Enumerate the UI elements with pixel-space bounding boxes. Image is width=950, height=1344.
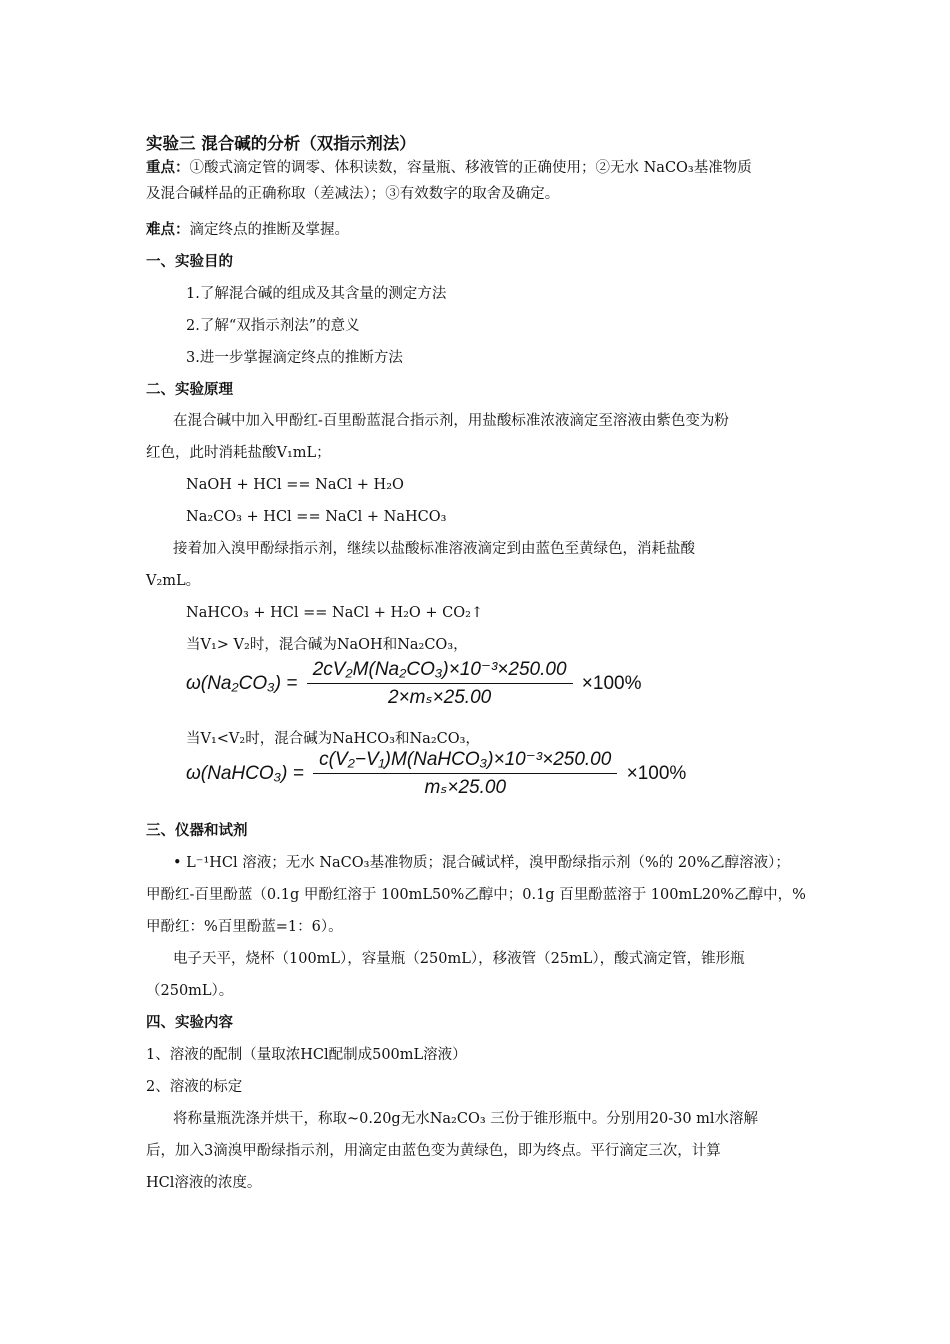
reagents-line-1: • L⁻¹HCl 溶液；无水 NaCO₃基准物质；混合碱试样，溴甲酚绿指示剂（%的 20%乙醇溶液）； xyxy=(173,855,790,871)
procedure-item-2: 2、溶液的标定 xyxy=(146,1079,243,1095)
formula-nahco3 xyxy=(186,748,686,799)
formula-1-tail: ×100% xyxy=(581,672,642,694)
objective-item-2: 2.了解“双指示剂法”的意义 xyxy=(186,318,360,334)
reaction-equation-2: Na₂CO₃ + HCl == NaCl + NaHCO₃ xyxy=(186,509,447,525)
principle-para-2-line-2: V₂mL。 xyxy=(146,573,201,589)
formula-2-numerator: c(V₂−V₁)M(NaHCO₃)×10⁻³×250.00 xyxy=(313,748,617,774)
difficulty-label: 难点： xyxy=(146,222,190,238)
principle-para-1-line-2: 红色，此时消耗盐酸V₁mL； xyxy=(146,445,331,461)
key-points-line-1 xyxy=(146,158,752,178)
principle-para-2-line-1: 接着加入溴甲酚绿指示剂，继续以盐酸标准溶液滴定到由蓝色至黄绿色，消耗盐酸 xyxy=(173,541,695,557)
key-points-text-1: ①酸式滴定管的调零、体积读数，容量瓶、移液管的正确使用；②无水 NaCO₃基准物质 xyxy=(189,160,752,176)
principle-para-1-line-1: 在混合碱中加入甲酚红-百里酚蓝混合指示剂，用盐酸标准浓液滴定至溶液由紫色变为粉 xyxy=(173,413,729,429)
key-points-label: 重点： xyxy=(146,160,190,176)
instruments-line-1: 电子天平，烧杯（100mL），容量瓶（250mL），移液管（25mL），酸式滴定管，锥形瓶 xyxy=(173,951,745,967)
section-4-heading: 四、实验内容 xyxy=(146,1015,233,1031)
objective-item-3: 3.进一步掌握滴定终点的推断方法 xyxy=(186,350,403,366)
procedure-item-1: 1、溶液的配制（量取浓HCl配制成500mL溶液） xyxy=(146,1047,467,1063)
procedure-para-line-2: 后，加入3滴溴甲酚绿指示剂，用滴定由蓝色变为黄绿色，即为终点。平行滴定三次，计算 xyxy=(146,1143,721,1159)
condition-2: 当V₁<V₂时，混合碱为NaHCO₃和Na₂CO₃， xyxy=(186,731,480,747)
section-2-heading: 二、实验原理 xyxy=(146,382,233,398)
reaction-equation-1: NaOH + HCl == NaCl + H₂O xyxy=(186,477,404,493)
difficulty-text: 滴定终点的推断及掌握。 xyxy=(189,222,349,238)
formula-2-fraction xyxy=(313,748,617,799)
formula-na2co3 xyxy=(186,658,642,709)
instruments-line-2: （250mL）。 xyxy=(146,983,234,999)
reagents-line-2: 甲酚红-百里酚蓝（0.1g 甲酚红溶于 100mL50%乙醇中；0.1g 百里酚蓝溶于 100mL20%乙醇中，% xyxy=(146,887,806,903)
procedure-para-line-1: 将称量瓶洗涤并烘干，称取~0.20g无水Na₂CO₃ 三份于锥形瓶中。分别用20-30 ml水溶解 xyxy=(173,1111,759,1127)
formula-2-denominator: mₛ×25.00 xyxy=(424,777,507,798)
section-3-heading: 三、仪器和试剂 xyxy=(146,823,248,839)
reagents-line-3: 甲酚红：%百里酚蓝=1：6）。 xyxy=(146,919,343,935)
formula-1-fraction xyxy=(307,658,573,709)
formula-2-lhs: ω(NaHCO₃) = xyxy=(186,762,304,784)
formula-1-numerator: 2cV₂M(Na₂CO₃)×10⁻³×250.00 xyxy=(307,658,573,684)
formula-1-lhs: ω(Na₂CO₃) = xyxy=(186,672,298,694)
key-points-line-2: 及混合碱样品的正确称取（差减法）；③有效数字的取舍及确定。 xyxy=(146,186,560,202)
section-1-heading: 一、实验目的 xyxy=(146,254,233,270)
objective-item-1: 1.了解混合碱的组成及其含量的测定方法 xyxy=(186,286,447,302)
difficulty-line xyxy=(146,220,349,240)
formula-1-denominator: 2×mₛ×25.00 xyxy=(387,687,492,708)
reaction-equation-3: NaHCO₃ + HCl == NaCl + H₂O + CO₂↑ xyxy=(186,605,484,621)
formula-2-tail: ×100% xyxy=(626,762,687,784)
procedure-para-line-3: HCl溶液的浓度。 xyxy=(146,1175,262,1191)
document-title: 实验三 混合碱的分析（双指示剂法） xyxy=(146,134,416,153)
condition-1: 当V₁> V₂时，混合碱为NaOH和Na₂CO₃， xyxy=(186,637,468,653)
